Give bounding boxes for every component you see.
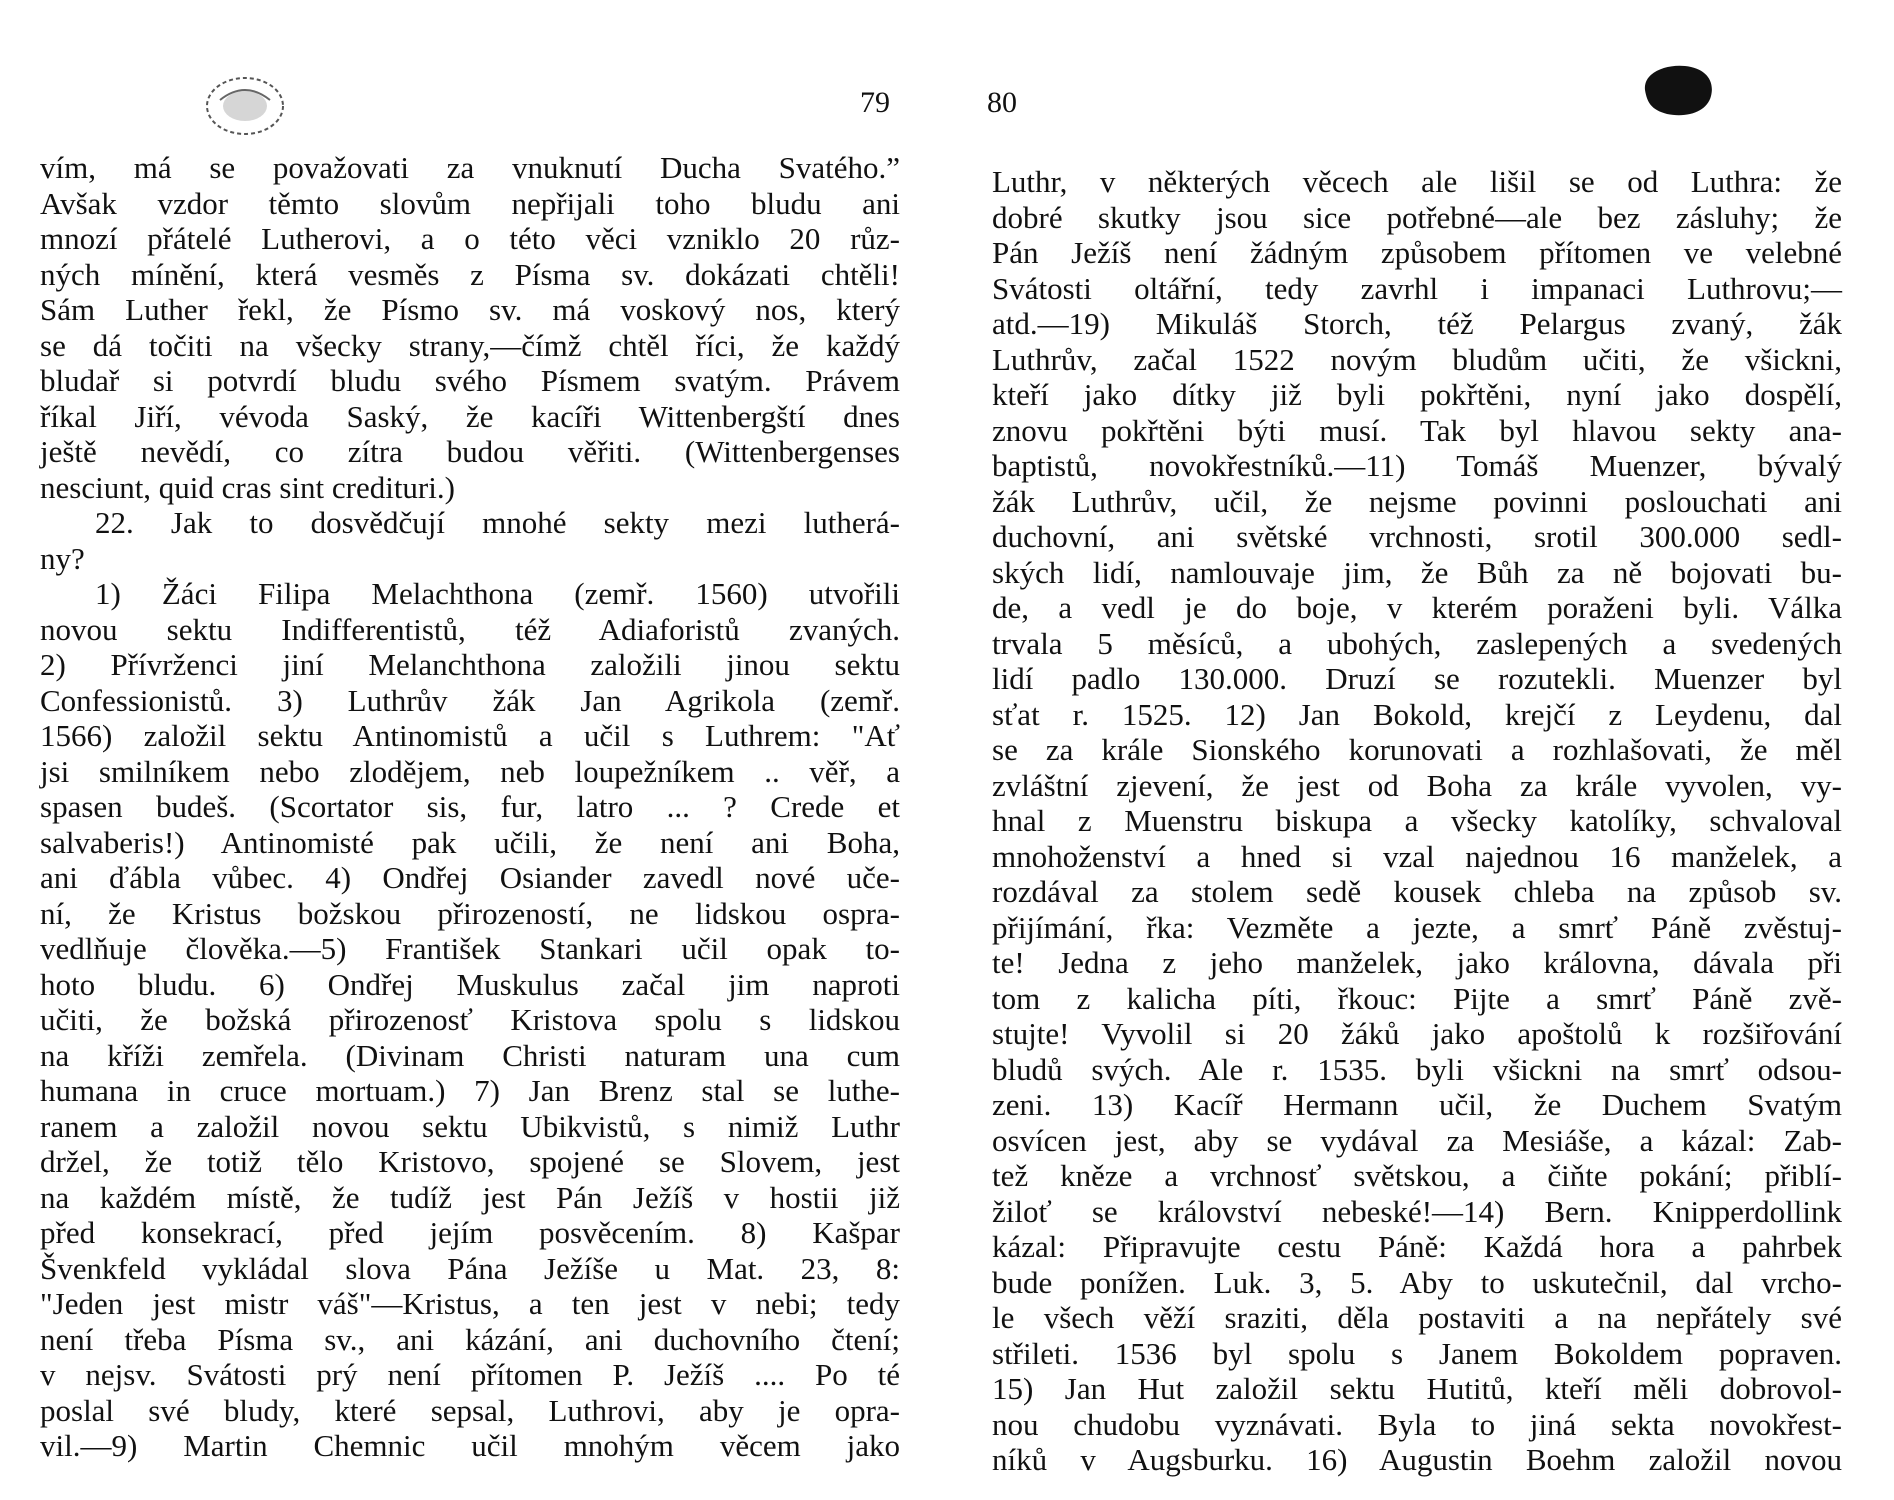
text-line: trvala 5 měsíců, a ubohých, zaslepených a svedených (992, 625, 1842, 661)
text-line: sťat r. 1525. 12) Jan Bokold, krejčí z Leydenu, dal (992, 696, 1842, 732)
text-line: duchovní, ani světské vrchnosti, srotil 300.000 sedl- (992, 519, 1842, 554)
text-line: říkal Jiří, vévoda Saský, že kacíři Wittenbergští dnes (40, 398, 900, 434)
text-line: rozdával za stolem sedě kousek chleba na způsob sv. (992, 874, 1842, 909)
text-line: 15) Jan Hut založil sektu Hutitů, kteří měli dobrovol- (992, 1371, 1842, 1406)
text-line: Confessionistů. 3) Luthrův žák Jan Agrikola (zemř. (40, 682, 900, 718)
text-line: vím, má se považovati za vnuknutí Ducha Svatého.” (40, 150, 900, 185)
text-line: Sám Luther řekl, že Písmo sv. má voskový nos, který (40, 292, 900, 327)
text-line: se za krále Sionského korunovati a rozhlašovati, že měl (992, 732, 1842, 767)
text-line: tom z kalicha píti, řkouc: Pijte a smrť Páně zvě- (992, 980, 1842, 1016)
text-line: ných mínění, která vesměs z Písma sv. dokázati chtěli! (40, 256, 900, 292)
text-line: mnohoženství a hned si vzal najednou 16 manželek, a (992, 838, 1842, 874)
text-line: ranem a založil novou sektu Ubikvistů, s nimiž Luthr (40, 1108, 900, 1144)
text-line: 1) Žáci Filipa Melachthona (zemř. 1560) utvořili (95, 576, 900, 611)
text-line: tež kněze a vrchnosť světskou, a čiňte pokání; přiblí- (992, 1158, 1842, 1193)
text-line: spasen budeš. (Scortator sis, fur, latro ... ? Crede et (40, 789, 900, 824)
text-line: Luthr, v některých věcech ale lišil se od Luthra: že (992, 164, 1842, 199)
text-line: učiti, že božská přirozenosť Kristova spolu s lidskou (40, 1002, 900, 1037)
text-line: jsi smilníkem nebo zlodějem, neb loupežníkem .. věř, a (40, 753, 900, 789)
text-line: kteří jako dítky již byli pokřtěni, nyní jako dospělí, (992, 377, 1842, 412)
text-line: hnal z Muenstru biskupa a všecky katolíky, schvaloval (992, 803, 1842, 838)
text-line: bludů svých. Ale r. 1535. byli všickni na smrť odsou- (992, 1051, 1842, 1087)
text-line: zeni. 13) Kacíř Hermann učil, že Duchem Svatým (992, 1087, 1842, 1122)
text-line: novou sektu Indifferentistů, též Adiaforistů zvaných. (40, 611, 900, 647)
page-number: 80 (987, 86, 1017, 119)
text-line: znovu pokřtěni býti musí. Tak byl hlavou sekty ana- (992, 412, 1842, 448)
text-line: stujte! Vyvolil si 20 žáků jako apoštolů k rozšiřování (992, 1016, 1842, 1051)
text-line: 2) Přívrženci jiní Melanchthona založili jinou sektu (40, 647, 900, 682)
text-line: lidí padlo 130.000. Druzí se rozutekli. Muenzer byl (992, 661, 1842, 696)
page-number: 79 (860, 86, 890, 119)
text-line: Luthrův, začal 1522 novým bludům učiti, že všickni, (992, 341, 1842, 377)
text-line: v nejsv. Svátosti prý není přítomen P. Ježíš .... Po té (40, 1357, 900, 1392)
text-line: humana in cruce mortuam.) 7) Jan Brenz stal se luthe- (40, 1073, 900, 1108)
text-line: na kříži zemřela. (Divinam Christi naturam una cum (40, 1037, 900, 1073)
ink-blot-icon (1637, 60, 1717, 120)
text-line: Švenkfeld vykládal slova Pána Ježíše u Mat. 23, 8: (40, 1250, 900, 1286)
text-line: mnozí přátelé Lutherovi, a o této věci vzniklo 20 růz- (40, 221, 900, 256)
text-line: salvaberis!) Antinomisté pak učili, že není ani Boha, (40, 824, 900, 860)
text-line: ještě nevědí, co zítra budou věřiti. (Wittenbergenses (40, 434, 900, 469)
section-heading: 22. Jak to dosvědčují mnohé sekty mezi lutherá- (95, 505, 900, 540)
text-line: "Jeden jest mistr váš"—Kristus, a ten jest v nebi; tedy (40, 1286, 900, 1321)
text-line: baptistů, novokřestníků.—11) Tomáš Muenzer, bývalý (992, 448, 1842, 483)
text-line: hoto bludu. 6) Ondřej Muskulus začal jim naproti (40, 966, 900, 1002)
right-page (947, 0, 1894, 1500)
text-line: poslal své bludy, které sepsal, Luthrovi, aby je opra- (40, 1392, 900, 1428)
page-text (40, 150, 900, 1464)
page-text (992, 164, 1842, 1478)
text-line: nou chudobu vyznávati. Byla to jiná sekta novokřest- (992, 1406, 1842, 1442)
text-line: nesciunt, quid cras sint credituri.) (40, 469, 455, 505)
text-line: není třeba Písma sv., ani kázání, ani duchovního čtení; (40, 1321, 900, 1357)
text-line: bude ponížen. Luk. 3, 5. Aby to uskutečnil, dal vrcho- (992, 1264, 1842, 1300)
text-line: žák Luthrův, učil, že nejsme povinni poslouchati ani (992, 483, 1842, 519)
text-line: le všech věží sraziti, děla postaviti a na nepřátely své (992, 1300, 1842, 1335)
text-line: vil.—9) Martin Chemnic učil mnohým věcem jako (40, 1428, 900, 1463)
text-line: Svátosti oltářní, tedy zavrhl i impanaci Luthrovu;— (992, 270, 1842, 306)
text-line: de, a vedl je do boje, v kterém poraženi byli. Válka (992, 590, 1842, 625)
text-line: střileti. 1536 byl spolu s Janem Bokoldem popraven. (992, 1335, 1842, 1371)
text-line: držel, že totiž tělo Kristovo, spojené se Slovem, jest (40, 1144, 900, 1179)
text-line: vedlňuje člověka.—5) František Stankari učil opak to- (40, 931, 900, 966)
text-line: se dá točiti na všecky strany,—čímž chtěl říci, že každý (40, 327, 900, 363)
text-line: Avšak vzdor těmto slovům nepřijali toho bludu ani (40, 185, 900, 221)
text-line: přijímání, řka: Vezměte a jezte, a smrť Páně zvěstuj- (992, 909, 1842, 945)
text-line: ny? (40, 540, 85, 576)
text-line: bludař si potvrdí bludu svého Písmem svatým. Právem (40, 363, 900, 398)
text-line: dobré skutky jsou sice potřebné—ale bez zásluhy; že (992, 199, 1842, 235)
text-line: žiloť se království nebeské!—14) Bern. Knipperdollink (992, 1193, 1842, 1229)
text-line: ských lidí, namlouvaje jim, že Bůh za ně bojovati bu- (992, 554, 1842, 590)
text-line: te! Jedna z jeho manželek, jako královna, dávala při (992, 945, 1842, 980)
text-line: 1566) založil sektu Antinomistů a učil s Luthrem: "Ať (40, 718, 900, 753)
text-line: zvláštní zjevení, že jest od Boha za krále vyvolen, vy- (992, 767, 1842, 803)
text-line: níků v Augsburku. 16) Augustin Boehm založil novou (992, 1442, 1842, 1477)
text-line: osvícen jest, aby se vydával za Mesiáše, a kázal: Zab- (992, 1122, 1842, 1158)
text-line: Pán Ježíš není žádným způsobem přítomen ve velebné (992, 235, 1842, 270)
library-stamp-icon (200, 70, 290, 140)
text-line: ní, že Kristus božskou přirozeností, ne lidskou ospra- (40, 895, 900, 931)
text-line: před konsekrací, před jejím posvěcením. 8) Kašpar (40, 1215, 900, 1250)
text-line: na každém místě, že tudíž jest Pán Ježíš v hostii již (40, 1179, 900, 1215)
text-line: atd.—19) Mikuláš Storch, též Pelargus zvaný, žák (992, 306, 1842, 341)
text-line: ani ďábla vůbec. 4) Ondřej Osiander zavedl nové uče- (40, 860, 900, 895)
text-line: kázal: Připravujte cestu Páně: Každá hora a pahrbek (992, 1229, 1842, 1264)
